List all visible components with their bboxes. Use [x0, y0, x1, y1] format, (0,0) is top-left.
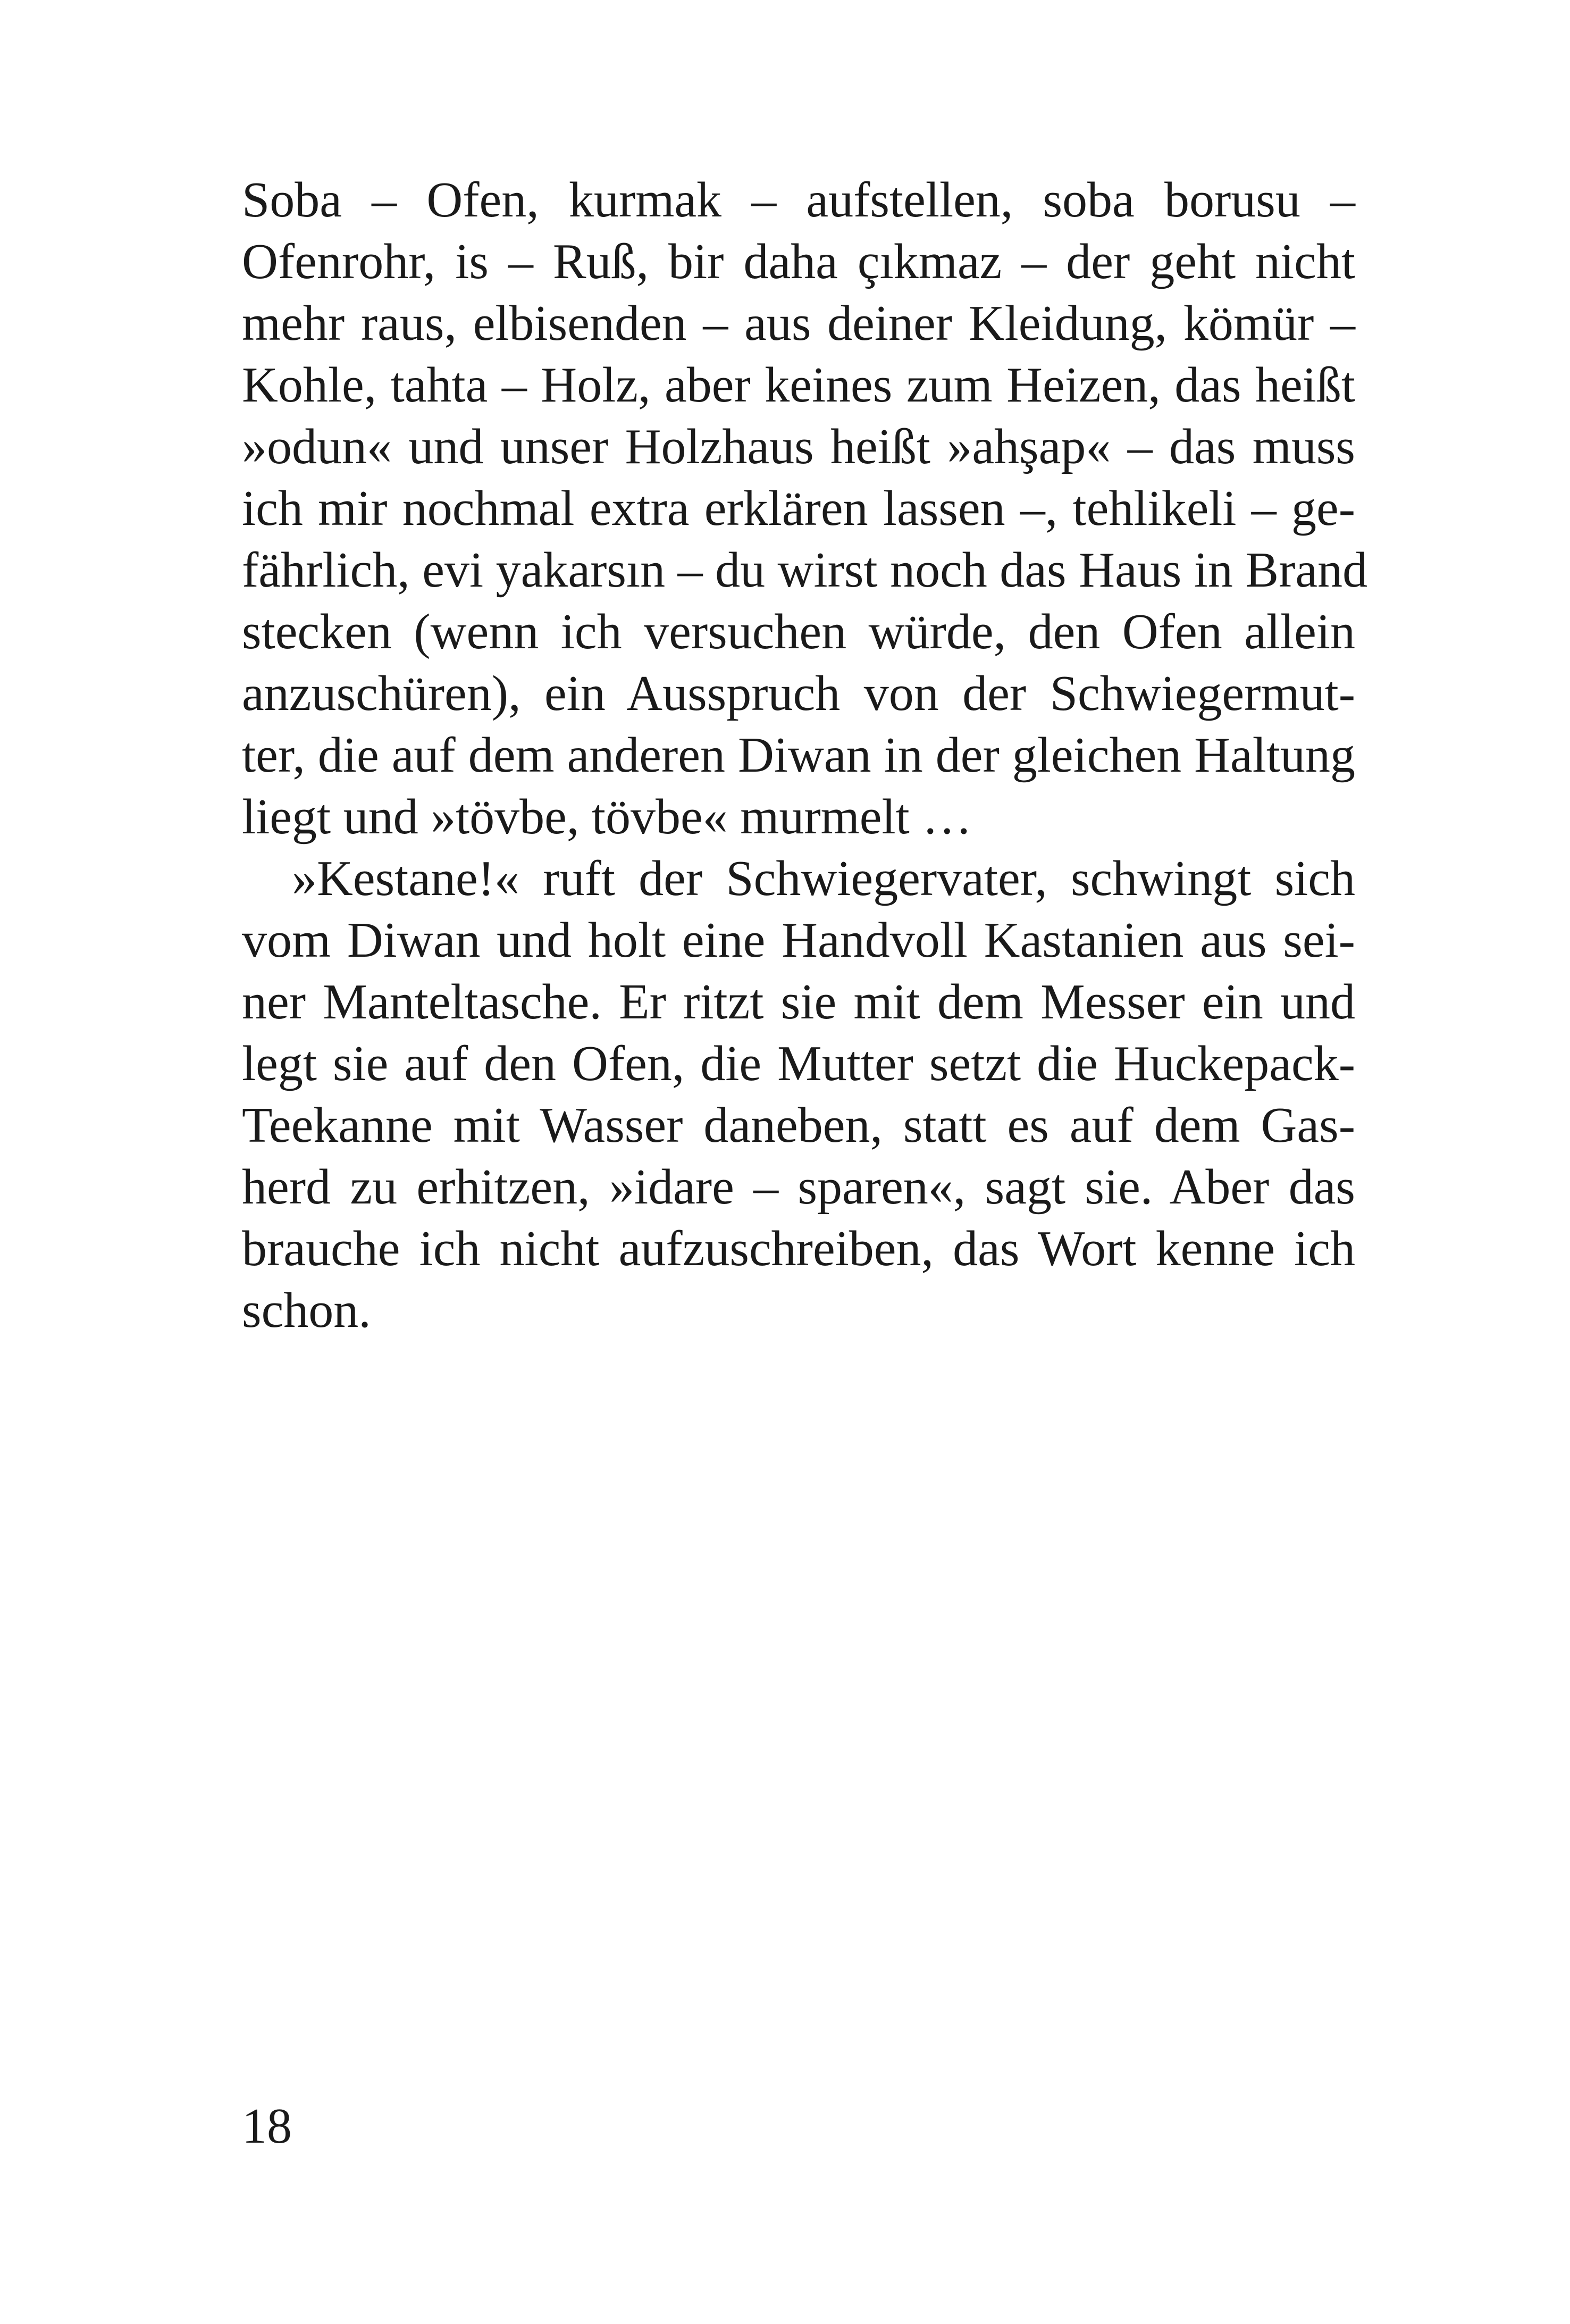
text-line: Ofenrohr, is – Ruß, bir daha çıkmaz – der geht nicht: [242, 234, 1355, 289]
text-line: stecken (wenn ich versuchen würde, den Ofen allein: [242, 604, 1355, 659]
text-line: liegt und »tövbe, tövbe« murmelt …: [242, 789, 972, 845]
text-line: herd zu erhitzen, »idare – sparen«, sagt sie. Aber das: [242, 1159, 1355, 1215]
text-line: schon.: [242, 1283, 371, 1338]
paragraph-2: [242, 848, 1355, 1341]
text-line: brauche ich nicht aufzuschreiben, das Wort kenne ich: [242, 1221, 1355, 1276]
text-line: Kohle, tahta – Holz, aber keines zum Heizen, das heißt: [242, 357, 1355, 413]
text-line: vom Diwan und holt eine Handvoll Kastanien aus sei-: [242, 913, 1355, 968]
text-line: »Kestane!« ruft der Schwiegervater, schwingt sich: [292, 851, 1355, 906]
text-line: fährlich, evi yakarsın – du wirst noch das Haus in Brand: [242, 542, 1368, 598]
page-number: 18: [242, 2099, 292, 2154]
text-line: legt sie auf den Ofen, die Mutter setzt die Huckepack-: [242, 1036, 1355, 1091]
text-line: ner Manteltasche. Er ritzt sie mit dem Messer ein und: [242, 974, 1355, 1030]
text-line: Teekanne mit Wasser daneben, statt es auf dem Gas-: [242, 1098, 1355, 1153]
text-line: ter, die auf dem anderen Diwan in der gleichen Haltung: [242, 728, 1355, 783]
paragraph-1: [242, 169, 1368, 848]
text-line: Soba – Ofen, kurmak – aufstellen, soba borusu –: [242, 172, 1355, 228]
text-line: ich mir nochmal extra erklären lassen –, tehlikeli – ge-: [242, 481, 1355, 536]
text-line: anzuschüren), ein Ausspruch von der Schwiegermut-: [242, 666, 1355, 721]
body-text: [242, 169, 1368, 1341]
text-line: »odun« und unser Holzhaus heißt »ahşap« – das muss: [242, 419, 1355, 474]
text-line: mehr raus, elbisenden – aus deiner Kleidung, kömür –: [242, 296, 1355, 351]
